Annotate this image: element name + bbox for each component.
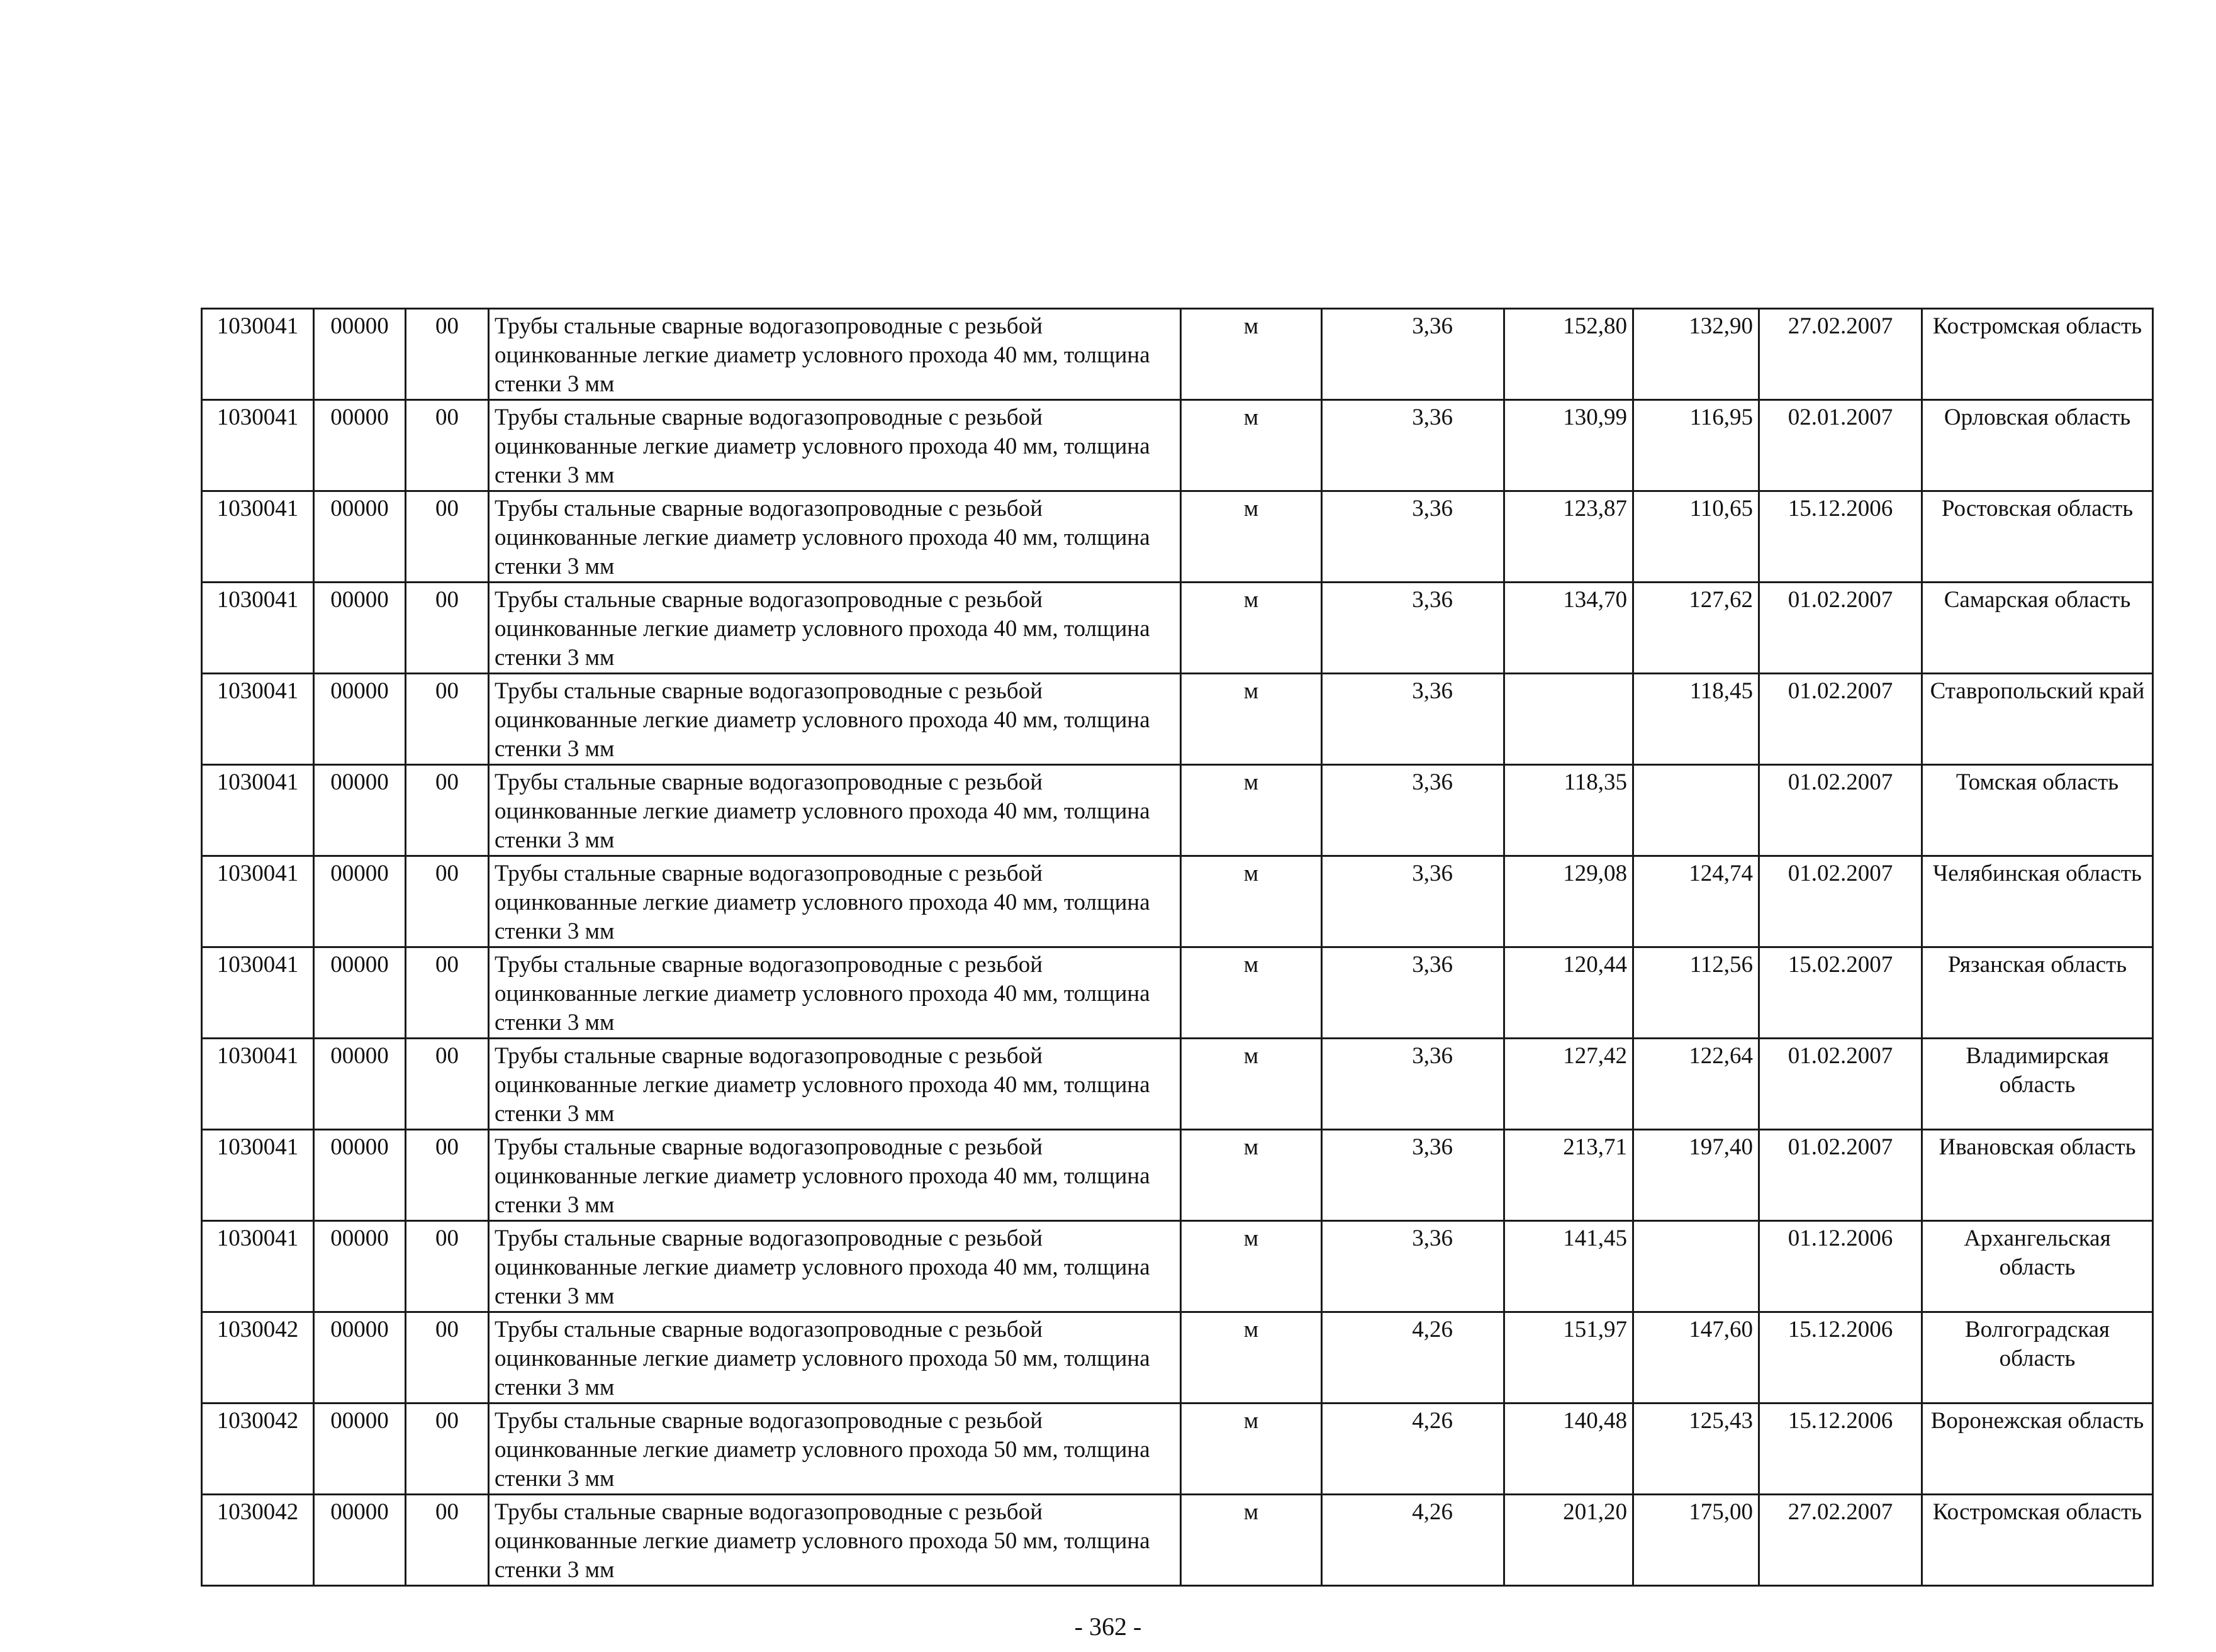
item-price-2: 175,00 — [1633, 1495, 1759, 1586]
item-name: Трубы стальные сварные водогазопроводные с резьбой оцинкованные легкие диаметр условного прохода 40 мм, толщина стенки 3 мм — [489, 309, 1181, 400]
item-group: 00 — [406, 309, 489, 400]
item-region: Орловская область — [1922, 400, 2153, 491]
item-date: 01.02.2007 — [1759, 856, 1922, 947]
table-row — [202, 491, 2153, 583]
item-group: 00 — [406, 1039, 489, 1130]
item-name: Трубы стальные сварные водогазопроводные с резьбой оцинкованные легкие диаметр условного прохода 40 мм, толщина стенки 3 мм — [489, 1130, 1181, 1221]
item-subcode: 00000 — [314, 765, 406, 856]
item-group: 00 — [406, 1404, 489, 1495]
item-name: Трубы стальные сварные водогазопроводные с резьбой оцинкованные легкие диаметр условного прохода 50 мм, толщина стенки 3 мм — [489, 1404, 1181, 1495]
item-date: 01.02.2007 — [1759, 583, 1922, 674]
item-code: 1030041 — [202, 583, 314, 674]
item-date: 15.12.2006 — [1759, 491, 1922, 583]
item-region: Архангельская область — [1922, 1221, 2153, 1312]
item-coefficient: 3,36 — [1322, 1039, 1504, 1130]
page-number: - 362 - — [1074, 1612, 1142, 1641]
table-row — [202, 1221, 2153, 1312]
table-row — [202, 856, 2153, 947]
item-code: 1030042 — [202, 1495, 314, 1586]
item-unit: м — [1181, 309, 1322, 400]
item-coefficient: 3,36 — [1322, 856, 1504, 947]
table-row — [202, 1130, 2153, 1221]
item-coefficient: 4,26 — [1322, 1312, 1504, 1404]
item-price-2: 125,43 — [1633, 1404, 1759, 1495]
item-price-2: 112,56 — [1633, 947, 1759, 1039]
item-name: Трубы стальные сварные водогазопроводные с резьбой оцинкованные легкие диаметр условного прохода 40 мм, толщина стенки 3 мм — [489, 1039, 1181, 1130]
item-coefficient: 3,36 — [1322, 1130, 1504, 1221]
item-group: 00 — [406, 674, 489, 765]
item-coefficient: 3,36 — [1322, 491, 1504, 583]
item-unit: м — [1181, 1495, 1322, 1586]
item-date: 01.02.2007 — [1759, 765, 1922, 856]
item-group: 00 — [406, 856, 489, 947]
item-code: 1030042 — [202, 1312, 314, 1404]
item-subcode: 00000 — [314, 674, 406, 765]
table-row — [202, 765, 2153, 856]
item-region: Ставропольский край — [1922, 674, 2153, 765]
item-price-2 — [1633, 765, 1759, 856]
item-price-2 — [1633, 1221, 1759, 1312]
item-date: 15.12.2006 — [1759, 1312, 1922, 1404]
table-row — [202, 1039, 2153, 1130]
table-row — [202, 309, 2153, 400]
item-name: Трубы стальные сварные водогазопроводные с резьбой оцинкованные легкие диаметр условного прохода 40 мм, толщина стенки 3 мм — [489, 491, 1181, 583]
item-coefficient: 4,26 — [1322, 1404, 1504, 1495]
item-subcode: 00000 — [314, 1404, 406, 1495]
item-price-2: 127,62 — [1633, 583, 1759, 674]
item-name: Трубы стальные сварные водогазопроводные с резьбой оцинкованные легкие диаметр условного прохода 40 мм, толщина стенки 3 мм — [489, 765, 1181, 856]
item-region: Воронежская область — [1922, 1404, 2153, 1495]
item-date: 15.12.2006 — [1759, 1404, 1922, 1495]
item-coefficient: 3,36 — [1322, 400, 1504, 491]
item-group: 00 — [406, 1130, 489, 1221]
item-price-2: 118,45 — [1633, 674, 1759, 765]
item-unit: м — [1181, 1039, 1322, 1130]
item-subcode: 00000 — [314, 1495, 406, 1586]
item-subcode: 00000 — [314, 491, 406, 583]
item-price-1: 201,20 — [1504, 1495, 1633, 1586]
table-row — [202, 947, 2153, 1039]
table-row — [202, 1495, 2153, 1586]
table-row — [202, 400, 2153, 491]
item-price-2: 197,40 — [1633, 1130, 1759, 1221]
item-name: Трубы стальные сварные водогазопроводные с резьбой оцинкованные легкие диаметр условного прохода 40 мм, толщина стенки 3 мм — [489, 674, 1181, 765]
item-region: Самарская область — [1922, 583, 2153, 674]
item-subcode: 00000 — [314, 947, 406, 1039]
item-price-1: 134,70 — [1504, 583, 1633, 674]
item-group: 00 — [406, 491, 489, 583]
item-price-1 — [1504, 674, 1633, 765]
item-code: 1030041 — [202, 1039, 314, 1130]
item-region: Костромская область — [1922, 309, 2153, 400]
item-subcode: 00000 — [314, 1221, 406, 1312]
item-price-1: 120,44 — [1504, 947, 1633, 1039]
item-unit: м — [1181, 856, 1322, 947]
item-unit: м — [1181, 1221, 1322, 1312]
item-date: 01.02.2007 — [1759, 674, 1922, 765]
item-code: 1030041 — [202, 400, 314, 491]
item-subcode: 00000 — [314, 583, 406, 674]
item-group: 00 — [406, 947, 489, 1039]
item-name: Трубы стальные сварные водогазопроводные с резьбой оцинкованные легкие диаметр условного прохода 40 мм, толщина стенки 3 мм — [489, 1221, 1181, 1312]
item-code: 1030041 — [202, 491, 314, 583]
item-group: 00 — [406, 765, 489, 856]
item-group: 00 — [406, 583, 489, 674]
item-price-1: 141,45 — [1504, 1221, 1633, 1312]
item-region: Челябинская область — [1922, 856, 2153, 947]
item-code: 1030041 — [202, 765, 314, 856]
item-price-1: 123,87 — [1504, 491, 1633, 583]
item-subcode: 00000 — [314, 309, 406, 400]
item-unit: м — [1181, 674, 1322, 765]
item-price-1: 127,42 — [1504, 1039, 1633, 1130]
item-price-2: 122,64 — [1633, 1039, 1759, 1130]
item-region: Волгоградская область — [1922, 1312, 2153, 1404]
item-coefficient: 3,36 — [1322, 947, 1504, 1039]
item-date: 01.12.2006 — [1759, 1221, 1922, 1312]
item-unit: м — [1181, 947, 1322, 1039]
item-unit: м — [1181, 491, 1322, 583]
table-row — [202, 583, 2153, 674]
item-code: 1030042 — [202, 1404, 314, 1495]
item-price-2: 116,95 — [1633, 400, 1759, 491]
item-name: Трубы стальные сварные водогазопроводные с резьбой оцинкованные легкие диаметр условного прохода 40 мм, толщина стенки 3 мм — [489, 947, 1181, 1039]
item-coefficient: 3,36 — [1322, 309, 1504, 400]
item-subcode: 00000 — [314, 1130, 406, 1221]
item-region: Ивановская область — [1922, 1130, 2153, 1221]
item-subcode: 00000 — [314, 856, 406, 947]
table-row — [202, 1312, 2153, 1404]
item-unit: м — [1181, 400, 1322, 491]
item-price-1: 151,97 — [1504, 1312, 1633, 1404]
item-unit: м — [1181, 583, 1322, 674]
table-body — [202, 309, 2153, 1586]
table-row — [202, 674, 2153, 765]
item-unit: м — [1181, 1404, 1322, 1495]
item-coefficient: 3,36 — [1322, 1221, 1504, 1312]
item-name: Трубы стальные сварные водогазопроводные с резьбой оцинкованные легкие диаметр условного прохода 40 мм, толщина стенки 3 мм — [489, 400, 1181, 491]
item-group: 00 — [406, 400, 489, 491]
item-date: 02.01.2007 — [1759, 400, 1922, 491]
item-coefficient: 3,36 — [1322, 583, 1504, 674]
item-price-1: 140,48 — [1504, 1404, 1633, 1495]
item-price-1: 152,80 — [1504, 309, 1633, 400]
item-name: Трубы стальные сварные водогазопроводные с резьбой оцинкованные легкие диаметр условного прохода 40 мм, толщина стенки 3 мм — [489, 583, 1181, 674]
item-group: 00 — [406, 1221, 489, 1312]
item-date: 27.02.2007 — [1759, 309, 1922, 400]
item-code: 1030041 — [202, 947, 314, 1039]
item-region: Рязанская область — [1922, 947, 2153, 1039]
item-price-2: 124,74 — [1633, 856, 1759, 947]
item-region: Ростовская область — [1922, 491, 2153, 583]
item-coefficient: 4,26 — [1322, 1495, 1504, 1586]
item-region: Томская область — [1922, 765, 2153, 856]
item-price-2: 147,60 — [1633, 1312, 1759, 1404]
item-name: Трубы стальные сварные водогазопроводные с резьбой оцинкованные легкие диаметр условного прохода 50 мм, толщина стенки 3 мм — [489, 1495, 1181, 1586]
item-date: 27.02.2007 — [1759, 1495, 1922, 1586]
item-price-2: 110,65 — [1633, 491, 1759, 583]
item-price-1: 130,99 — [1504, 400, 1633, 491]
item-region: Владимирская область — [1922, 1039, 2153, 1130]
item-price-1: 213,71 — [1504, 1130, 1633, 1221]
item-region: Костромская область — [1922, 1495, 2153, 1586]
item-code: 1030041 — [202, 309, 314, 400]
price-table — [201, 308, 2154, 1587]
item-subcode: 00000 — [314, 1312, 406, 1404]
item-subcode: 00000 — [314, 400, 406, 491]
item-unit: м — [1181, 1312, 1322, 1404]
item-group: 00 — [406, 1495, 489, 1586]
item-group: 00 — [406, 1312, 489, 1404]
item-subcode: 00000 — [314, 1039, 406, 1130]
item-price-1: 129,08 — [1504, 856, 1633, 947]
item-code: 1030041 — [202, 1130, 314, 1221]
item-code: 1030041 — [202, 856, 314, 947]
item-date: 01.02.2007 — [1759, 1130, 1922, 1221]
item-name: Трубы стальные сварные водогазопроводные с резьбой оцинкованные легкие диаметр условного прохода 50 мм, толщина стенки 3 мм — [489, 1312, 1181, 1404]
item-code: 1030041 — [202, 674, 314, 765]
item-coefficient: 3,36 — [1322, 674, 1504, 765]
item-name: Трубы стальные сварные водогазопроводные с резьбой оцинкованные легкие диаметр условного прохода 40 мм, толщина стенки 3 мм — [489, 856, 1181, 947]
item-coefficient: 3,36 — [1322, 765, 1504, 856]
table-row — [202, 1404, 2153, 1495]
item-date: 15.02.2007 — [1759, 947, 1922, 1039]
item-price-1: 118,35 — [1504, 765, 1633, 856]
item-date: 01.02.2007 — [1759, 1039, 1922, 1130]
item-unit: м — [1181, 765, 1322, 856]
item-price-2: 132,90 — [1633, 309, 1759, 400]
item-unit: м — [1181, 1130, 1322, 1221]
item-code: 1030041 — [202, 1221, 314, 1312]
